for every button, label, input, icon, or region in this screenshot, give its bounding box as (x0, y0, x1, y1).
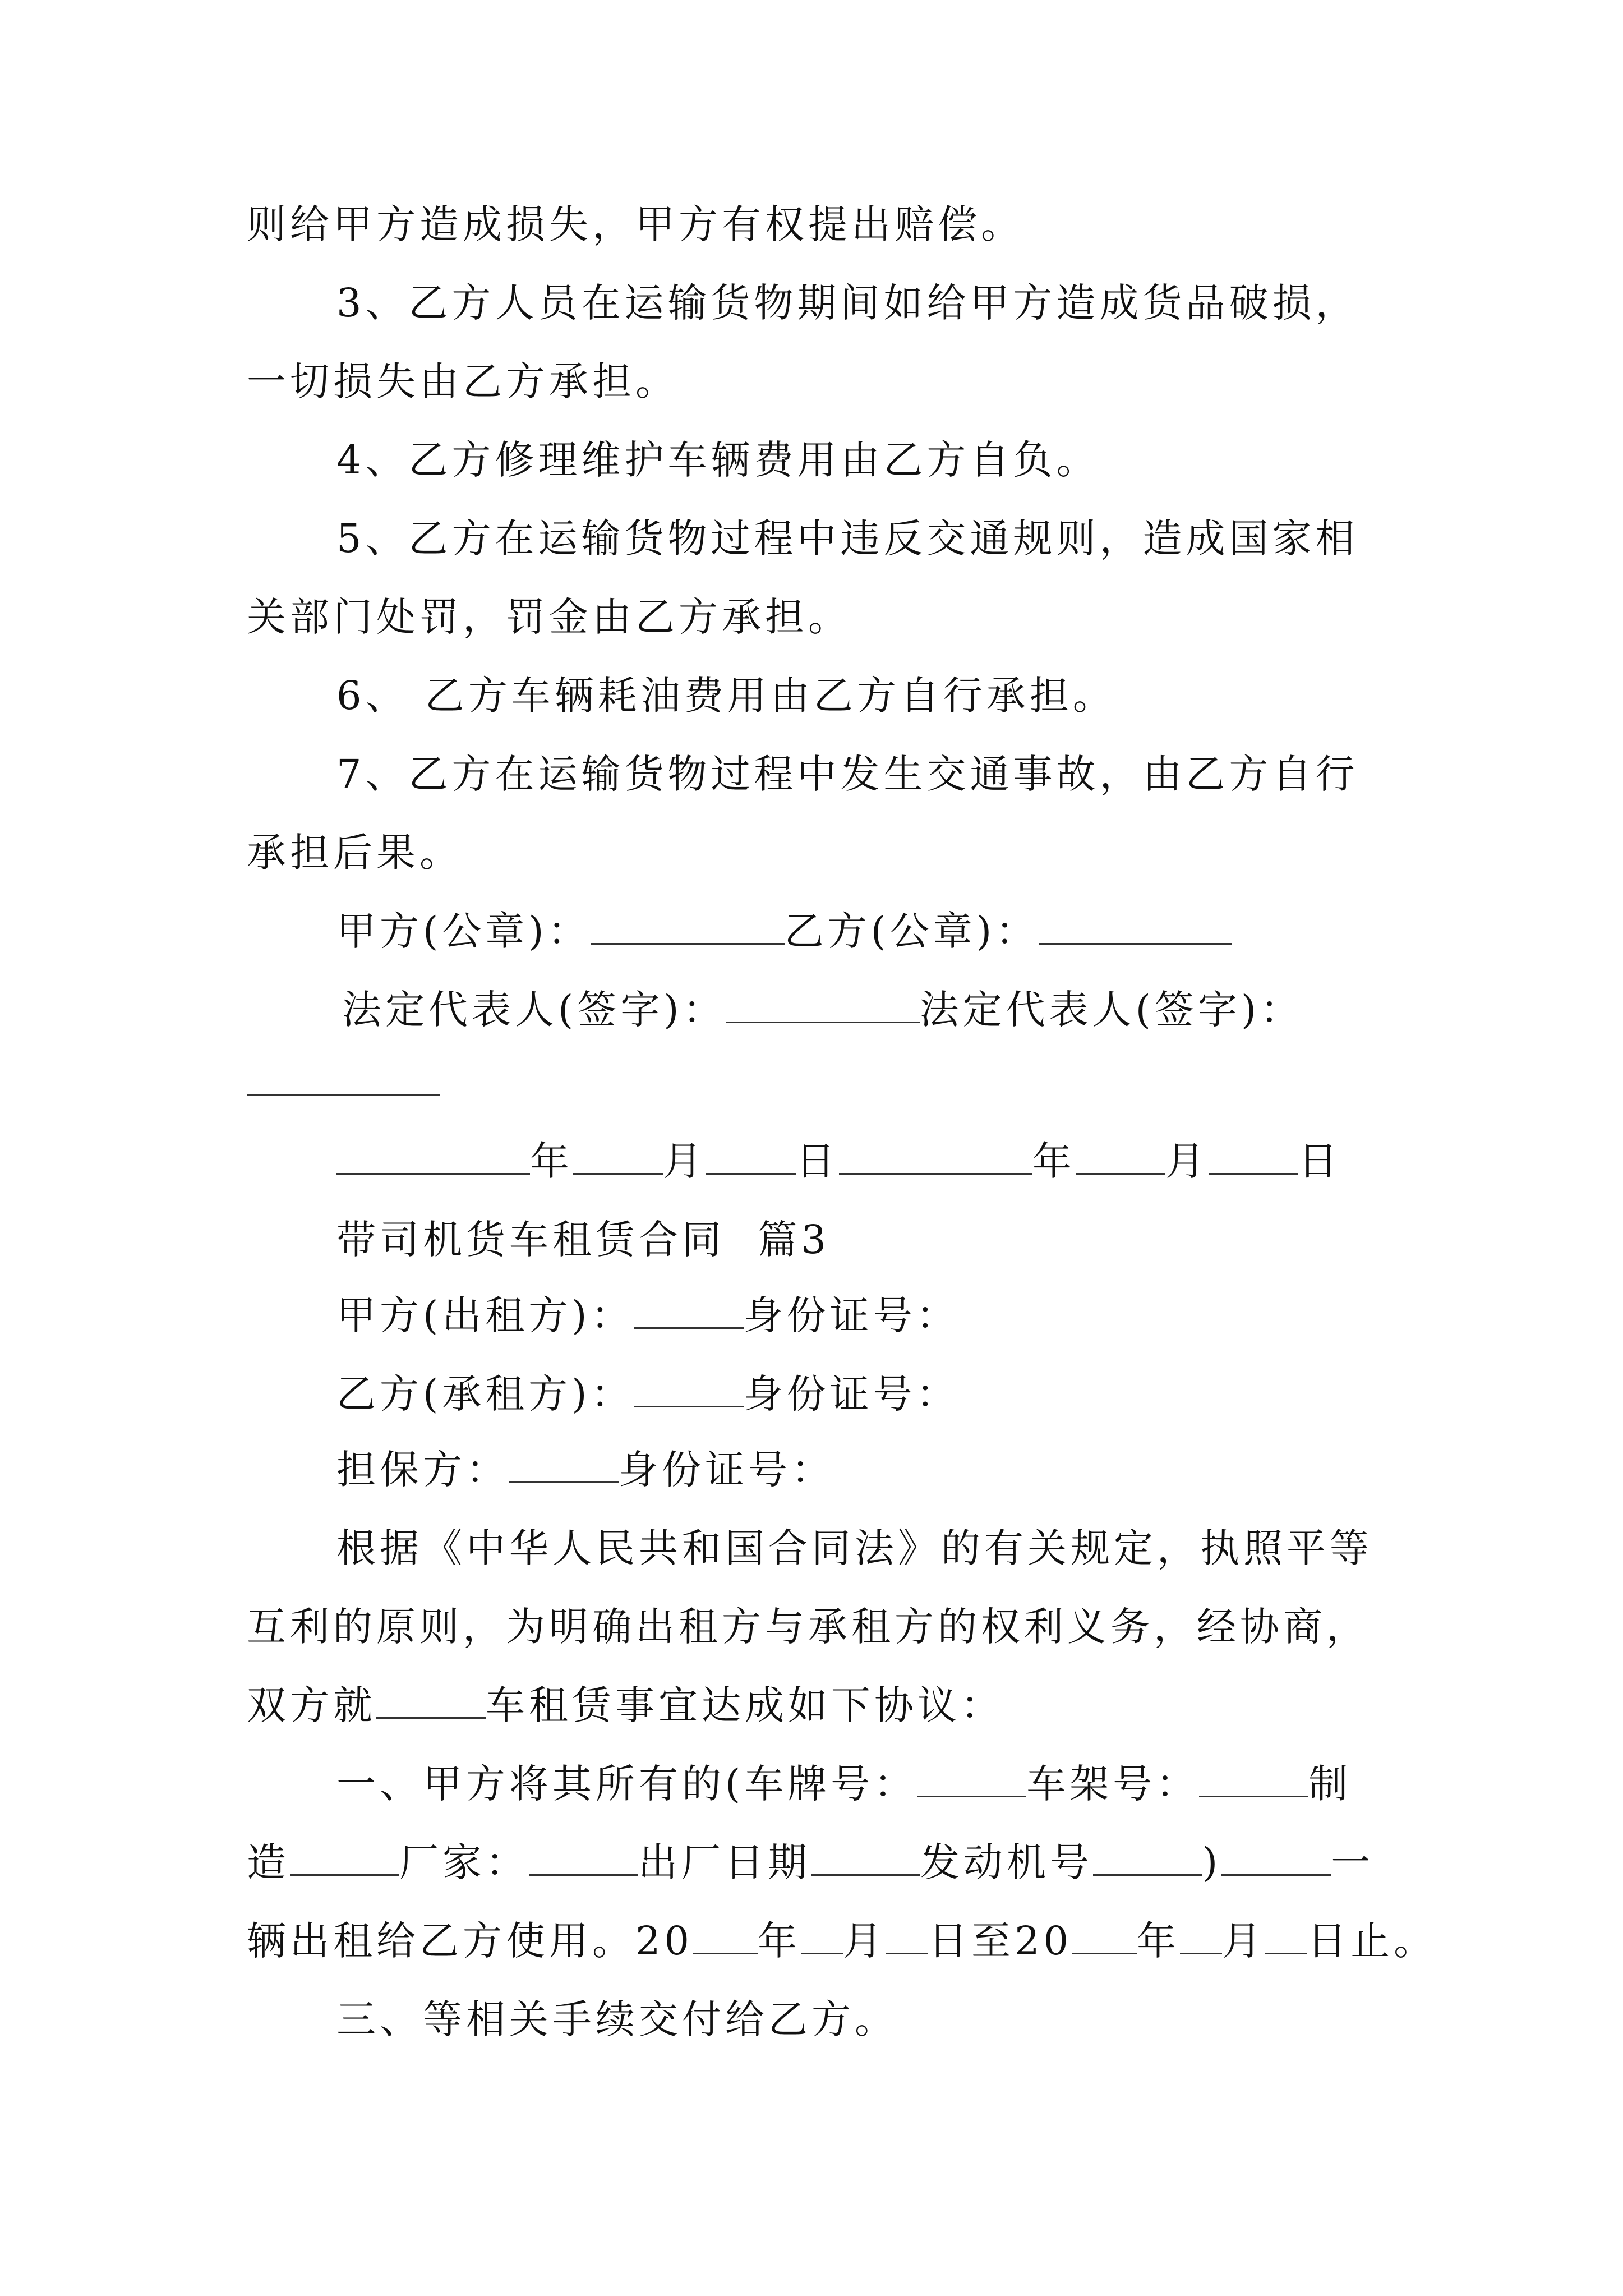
text-span: 年 (1137, 1918, 1181, 1964)
legal-rep-line (342, 984, 1303, 1035)
paragraph-line: 承担后果。 (247, 830, 463, 876)
legal-rep-a-label: 法定代表人(签字)： (342, 987, 726, 1033)
month-label: 月 (1165, 1138, 1209, 1184)
text-span: ) (1202, 1839, 1222, 1885)
article-1-line (247, 1916, 1437, 1966)
text-span: 月 (1222, 1918, 1266, 1964)
lessor-label: 甲方(出租方)： (336, 1292, 634, 1338)
guarantor-line (336, 1444, 834, 1495)
plate-number-blank (917, 1761, 1026, 1797)
id-label: 身份证号： (743, 1292, 960, 1338)
party-b-seal-blank (1039, 908, 1232, 945)
article-1-line (336, 1759, 1352, 1809)
text-span: 一、甲方将其所有的(车牌号： (336, 1761, 917, 1807)
lessee-line (336, 1369, 960, 1419)
paragraph-line: 6、 乙方车辆耗油费用由乙方自行承担。 (336, 673, 1116, 719)
month-label: 月 (663, 1138, 706, 1184)
day-label: 日 (1298, 1138, 1341, 1184)
party-a-seal-blank (591, 908, 785, 945)
guarantor-label: 担保方： (336, 1447, 509, 1493)
day-blank (706, 1138, 796, 1175)
party-b-seal-label: 乙方(公章)： (784, 908, 1039, 954)
frame-number-blank (1199, 1761, 1308, 1797)
start-month-blank (801, 1918, 843, 1954)
start-day-blank (886, 1918, 928, 1954)
paragraph-line: 7、乙方在运输货物过程中发生交通事故，由乙方自行 (336, 751, 1359, 797)
article-3-line: 三、等相关手续交付给乙方。 (336, 1996, 898, 2042)
year-blank (336, 1138, 530, 1175)
text-span: 年 (758, 1918, 801, 1964)
text-span: 日至20 (928, 1918, 1073, 1964)
id-label: 身份证号： (619, 1447, 834, 1493)
end-day-blank (1265, 1918, 1307, 1954)
text-span: 厂家： (399, 1839, 529, 1885)
year-blank (839, 1138, 1032, 1175)
legal-rep-a-blank (726, 987, 920, 1023)
factory-date-blank (811, 1839, 920, 1876)
party-a-seal-label: 甲方(公章)： (336, 908, 591, 954)
vehicle-blank (1221, 1839, 1331, 1876)
paragraph-line: 关部门处罚，罚金由乙方承担。 (247, 594, 851, 640)
text-span: 制 (1308, 1761, 1352, 1807)
text-span: 双方就 (247, 1682, 376, 1728)
paragraph-line: 则给甲方造成损失，甲方有权提出赔偿。 (247, 201, 1024, 247)
date-line (336, 1136, 1341, 1186)
text-span: 车租赁事宜达成如下协议： (486, 1682, 1004, 1728)
paragraph-line (247, 1680, 1004, 1731)
engine-number-blank (1093, 1839, 1202, 1876)
end-year-blank (1072, 1918, 1137, 1954)
text-span: 辆出租给乙方使用。20 (247, 1918, 694, 1964)
text-span: 发动机号 (920, 1839, 1093, 1885)
text-span: 出厂日期 (638, 1839, 811, 1885)
end-month-blank (1180, 1918, 1222, 1954)
month-blank (1076, 1138, 1165, 1175)
lessor-line (336, 1290, 960, 1341)
text-span: 车架号： (1026, 1761, 1200, 1807)
article-1-line (247, 1837, 1374, 1888)
section-title: 带司机货车租赁合同 篇3 (336, 1217, 831, 1263)
seal-line (336, 906, 1232, 956)
paragraph-line: 一切损失由乙方承担。 (247, 358, 679, 404)
paragraph-line: 根据《中华人民共和国合同法》的有关规定，执照平等 (336, 1525, 1373, 1571)
guarantor-blank (509, 1447, 619, 1483)
lessor-blank (634, 1292, 744, 1329)
day-blank (1209, 1138, 1298, 1175)
text-span: 月 (843, 1918, 887, 1964)
year-label: 年 (1032, 1138, 1076, 1184)
legal-rep-b-blank (247, 1094, 440, 1096)
paragraph-line: 互利的原则，为明确出租方与承租方的权利义务，经协商， (247, 1604, 1370, 1650)
text-span: 日止。 (1307, 1918, 1437, 1964)
factory-blank (529, 1839, 638, 1876)
day-label: 日 (796, 1138, 839, 1184)
vehicle-type-blank (376, 1682, 486, 1719)
lessee-blank (634, 1371, 744, 1407)
year-label: 年 (530, 1138, 573, 1184)
month-blank (573, 1138, 663, 1175)
lessee-label: 乙方(承租方)： (336, 1371, 634, 1417)
start-year-blank (693, 1918, 758, 1954)
paragraph-line: 5、乙方在运输货物过程中违反交通规则，造成国家相 (336, 516, 1359, 562)
paragraph-line: 3、乙方人员在运输货物期间如给甲方造成货品破损， (336, 280, 1359, 326)
text-span: 造 (247, 1839, 290, 1885)
legal-rep-b-label: 法定代表人(签字)： (919, 987, 1304, 1033)
text-span: 一 (1331, 1839, 1375, 1885)
paragraph-line: 4、乙方修理维护车辆费用由乙方自负。 (336, 437, 1100, 483)
id-label: 身份证号： (743, 1371, 960, 1417)
manufacturer-blank (290, 1839, 399, 1876)
